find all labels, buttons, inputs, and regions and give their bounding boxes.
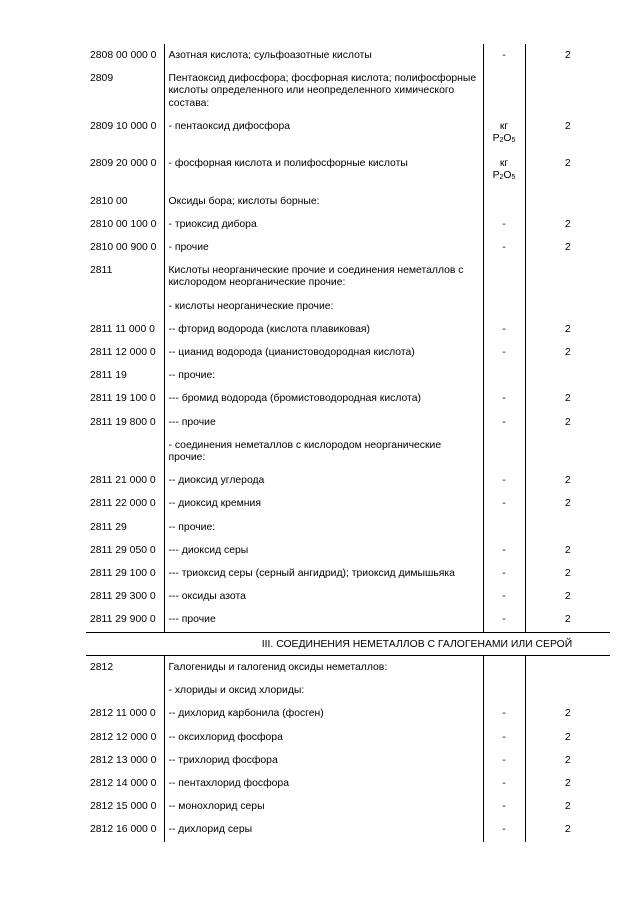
code-cell: 2811 29 900 0	[90, 614, 156, 626]
code-cell: 2811 19 800 0	[90, 416, 156, 428]
unit-cell	[483, 516, 525, 539]
unit-formula-sub: 5	[511, 174, 516, 182]
code-cell: 2811 29	[90, 521, 127, 533]
rate-cell	[525, 364, 610, 387]
code-cell: 2811 22 000 0	[90, 498, 156, 510]
table-row	[86, 655, 610, 679]
table-row	[86, 772, 610, 795]
name-cell: -- пентахлорид фосфора	[164, 772, 483, 795]
unit-cell: -	[483, 492, 525, 515]
name-cell: -- монохлорид серы	[164, 795, 483, 818]
table-row	[86, 585, 610, 608]
rate-cell	[525, 434, 610, 469]
section-code-cell	[86, 632, 164, 655]
name-cell: Азотная кислота; сульфоазотные кислоты	[164, 44, 483, 67]
name-cell: - соединения неметаллов с кислородом неорганические прочие:	[164, 434, 483, 469]
unit-cell	[483, 434, 525, 469]
table-row	[86, 364, 610, 387]
unit-formula-sub: 2	[499, 174, 504, 182]
unit-cell	[483, 152, 525, 189]
table-row	[86, 516, 610, 539]
name-cell: --- бромид водорода (бромистоводородная кислота)	[164, 387, 483, 410]
unit-cell: -	[483, 411, 525, 434]
name-cell: - хлориды и оксид хлориды:	[164, 679, 483, 702]
rate-cell: 2	[564, 801, 571, 813]
code-cell: 2812 12 000 0	[90, 731, 157, 743]
code-cell: 2809 20 000 0	[90, 158, 157, 170]
rate-cell: 2	[564, 120, 571, 132]
rate-cell: 2	[564, 754, 571, 766]
name-cell: -- диоксид кремния	[164, 492, 483, 515]
name-cell: - прочие	[164, 236, 483, 259]
unit-cell	[483, 259, 525, 294]
unit-cell: -	[483, 562, 525, 585]
unit-cell	[483, 295, 525, 318]
unit-text: кг	[499, 158, 509, 170]
code-cell: 2812 13 000 0	[90, 754, 157, 766]
unit-cell: -	[483, 585, 525, 608]
rate-cell: 2	[564, 544, 571, 556]
table-row	[86, 213, 610, 236]
name-cell: -- цианид водорода (цианистоводородная кислота)	[164, 341, 483, 364]
code-cell: 2809 10 000 0	[90, 120, 157, 132]
rate-cell: 2	[564, 347, 571, 359]
unit-formula-sub: 5	[511, 137, 516, 145]
name-cell: -- диоксид углерода	[164, 469, 483, 492]
code-cell: 2812 11 000 0	[90, 708, 156, 720]
name-cell: Пентаоксид дифосфора; фосфорная кислота; полифосфорные кислоты определенного или неопределенного химического состава:	[164, 67, 483, 115]
name-cell: Оксиды бора; кислоты борные:	[164, 190, 483, 213]
table-row	[86, 44, 610, 67]
section-header	[86, 632, 610, 655]
rate-cell: 2	[564, 475, 571, 487]
table-row	[86, 492, 610, 515]
name-cell: -- прочие:	[164, 516, 483, 539]
name-cell: - фосфорная кислота и полифосфорные кислоты	[164, 152, 483, 189]
name-cell: - кислоты неорганические прочие:	[164, 295, 483, 318]
unit-cell: -	[483, 772, 525, 795]
unit-cell: -	[483, 795, 525, 818]
code-cell: 2811 29 100 0	[90, 568, 156, 580]
table-row	[86, 236, 610, 259]
code-cell: 2811 29 300 0	[90, 591, 156, 603]
table-row	[86, 190, 610, 213]
rate-cell: 2	[564, 824, 571, 836]
rate-cell	[525, 516, 610, 539]
code-cell	[86, 295, 164, 318]
code-cell: 2809	[90, 73, 114, 85]
rate-cell: 2	[564, 731, 571, 743]
name-cell: -- прочие:	[164, 364, 483, 387]
unit-cell: -	[483, 341, 525, 364]
name-cell: --- оксиды азота	[164, 585, 483, 608]
table-row	[86, 562, 610, 585]
name-cell: --- прочие	[164, 411, 483, 434]
unit-cell	[483, 679, 525, 702]
unit-formula-p: P	[492, 170, 500, 182]
name-cell: -- фторид водорода (кислота плавиковая)	[164, 318, 483, 341]
code-cell: 2812 15 000 0	[90, 801, 157, 813]
rate-cell: 2	[564, 50, 571, 61]
table-row	[86, 795, 610, 818]
name-cell: Галогениды и галогенид оксиды неметаллов:	[164, 655, 483, 679]
rate-cell: 2	[564, 568, 571, 580]
table-row	[86, 539, 610, 562]
name-cell: --- прочие	[164, 608, 483, 632]
rate-cell: 2	[564, 242, 571, 254]
rate-cell: 2	[564, 591, 571, 603]
rate-cell: 2	[564, 416, 571, 428]
unit-cell: -	[483, 213, 525, 236]
rate-cell: 2	[564, 158, 571, 170]
code-cell: 2810 00	[90, 195, 128, 207]
table-row	[86, 387, 610, 410]
code-cell: 2808 00 000 0	[90, 50, 157, 61]
name-cell: -- трихлорид фосфора	[164, 749, 483, 772]
rate-cell: 2	[564, 614, 571, 626]
rate-cell	[525, 295, 610, 318]
table-row	[86, 749, 610, 772]
name-cell: - пентаоксид дифосфора	[164, 115, 483, 152]
rate-cell	[525, 655, 610, 679]
unit-cell	[483, 364, 525, 387]
unit-cell: -	[483, 702, 525, 725]
rate-cell: 2	[564, 498, 571, 510]
table-row	[86, 67, 610, 115]
table-row	[86, 411, 610, 434]
table-row	[86, 608, 610, 632]
unit-cell: -	[483, 539, 525, 562]
name-cell: -- оксихлорид фосфора	[164, 726, 483, 749]
tariff-page	[86, 44, 610, 842]
rate-cell	[525, 67, 610, 115]
unit-cell	[483, 190, 525, 213]
code-cell: 2810 00 900 0	[90, 242, 157, 254]
code-cell: 2811 19 100 0	[90, 393, 156, 405]
rate-cell	[525, 259, 610, 294]
code-cell: 2811 11 000 0	[90, 323, 155, 335]
table-row	[86, 469, 610, 492]
code-cell	[86, 434, 164, 469]
unit-cell: -	[483, 608, 525, 632]
unit-formula-sub: 2	[499, 137, 504, 145]
unit-cell	[483, 655, 525, 679]
rate-cell: 2	[564, 218, 571, 230]
unit-text: кг	[499, 120, 509, 132]
name-cell: - триоксид дибора	[164, 213, 483, 236]
unit-formula-p: P	[492, 133, 500, 145]
table-row	[86, 318, 610, 341]
unit-cell: -	[483, 818, 525, 841]
unit-cell	[483, 67, 525, 115]
table-row	[86, 818, 610, 841]
table-row	[86, 341, 610, 364]
code-cell: 2812 16 000 0	[90, 824, 157, 836]
rate-cell: 2	[564, 777, 571, 789]
unit-formula-o: O	[503, 170, 512, 182]
rate-cell	[525, 679, 610, 702]
code-cell	[86, 679, 164, 702]
code-cell: 2812	[90, 661, 114, 673]
unit-cell: -	[483, 236, 525, 259]
tariff-table	[86, 44, 610, 842]
code-cell: 2811 12 000 0	[90, 347, 156, 359]
name-cell: Кислоты неорганические прочие и соединения неметаллов с кислородом неорганические прочие:	[164, 259, 483, 294]
code-cell: 2811 29 050 0	[90, 544, 156, 556]
table-row	[86, 115, 610, 152]
table-row	[86, 702, 610, 725]
unit-cell: -	[483, 318, 525, 341]
name-cell: --- диоксид серы	[164, 539, 483, 562]
unit-cell: -	[483, 726, 525, 749]
rate-cell: 2	[564, 708, 571, 720]
unit-cell: -	[483, 749, 525, 772]
table-row	[86, 259, 610, 294]
name-cell: -- дихлорид серы	[164, 818, 483, 841]
name-cell: --- триоксид серы (серный ангидрид); триоксид димышьяка	[164, 562, 483, 585]
unit-formula-o: O	[503, 133, 512, 145]
rate-cell	[525, 190, 610, 213]
code-cell: 2812 14 000 0	[90, 777, 157, 789]
section-row	[86, 632, 610, 655]
name-cell: -- дихлорид карбонила (фосген)	[164, 702, 483, 725]
tariff-table-body-b	[86, 655, 610, 841]
unit-cell: -	[483, 44, 525, 67]
unit-cell: -	[483, 469, 525, 492]
table-row	[86, 726, 610, 749]
code-cell: 2810 00 100 0	[90, 218, 157, 230]
table-row	[86, 152, 610, 189]
code-cell: 2811 21 000 0	[90, 475, 156, 487]
table-row	[86, 295, 610, 318]
table-row	[86, 679, 610, 702]
rate-cell: 2	[564, 323, 571, 335]
tariff-table-body-a	[86, 44, 610, 632]
unit-cell: -	[483, 387, 525, 410]
unit-cell	[483, 115, 525, 152]
rate-cell: 2	[564, 393, 571, 405]
section-title: III. СОЕДИНЕНИЯ НЕМЕТАЛЛОВ С ГАЛОГЕНАМИ ИЛИ СЕРОЙ	[164, 632, 610, 655]
code-cell: 2811 19	[90, 370, 127, 382]
table-row	[86, 434, 610, 469]
code-cell: 2811	[90, 265, 113, 277]
